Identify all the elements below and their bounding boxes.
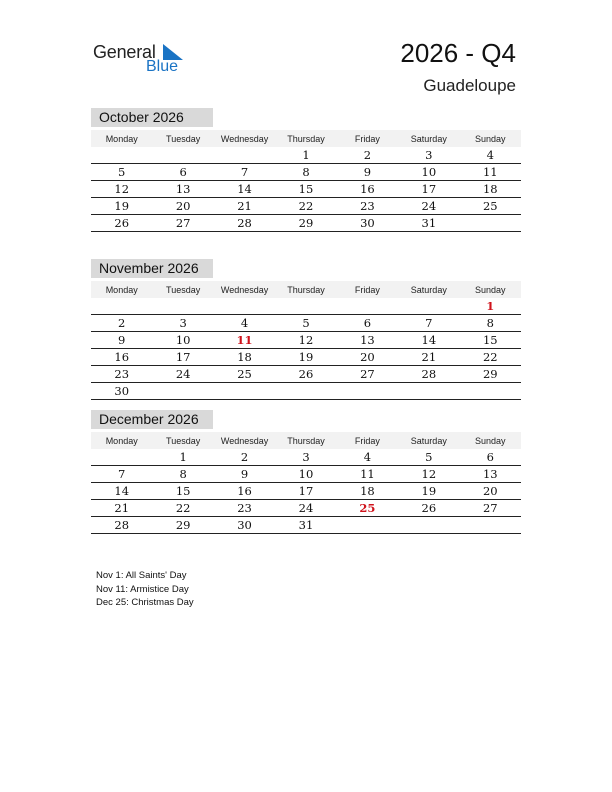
day-cell: 28 [214,215,275,232]
day-cell [152,298,213,315]
day-cell: 21 [91,500,152,517]
day-cell: 22 [275,198,336,215]
day-cell: 21 [214,198,275,215]
day-cell [337,517,398,534]
day-cell: 25 [214,366,275,383]
day-cell [398,383,459,400]
day-cell: 7 [398,315,459,332]
day-cell: 12 [91,181,152,198]
week-row [91,181,521,198]
week-row [91,147,521,164]
day-cell: 13 [152,181,213,198]
day-cell: 1 [275,147,336,164]
day-cell: 5 [398,449,459,466]
day-cell: 17 [398,181,459,198]
week-row [91,349,521,366]
day-cell: 2 [214,449,275,466]
day-cell: 16 [214,483,275,500]
region-name: Guadeloupe [423,76,516,95]
day-cell: 15 [152,483,213,500]
week-row [91,449,521,466]
month-label: November 2026 [91,259,213,278]
day-cell: 29 [275,215,336,232]
day-cell: 20 [152,198,213,215]
day-cell [337,298,398,315]
day-cell [152,147,213,164]
week-row [91,198,521,215]
day-cell: 15 [460,332,521,349]
month-december [91,410,521,534]
day-cell: 4 [460,147,521,164]
day-cell: 2 [91,315,152,332]
day-cell: 22 [460,349,521,366]
day-cell [460,215,521,232]
week-row [91,315,521,332]
day-cell: 8 [152,466,213,483]
day-cell: 17 [152,349,213,366]
week-row [91,332,521,349]
day-header: Friday [337,432,398,449]
month-grid [91,130,521,232]
day-cell: 9 [91,332,152,349]
day-header: Saturday [398,130,459,147]
month-label: October 2026 [91,108,213,127]
day-header: Saturday [398,281,459,298]
day-cell: 28 [91,517,152,534]
day-cell: 30 [214,517,275,534]
day-cell: 20 [460,483,521,500]
day-cell: 14 [398,332,459,349]
day-cell: 2 [337,147,398,164]
page-title: 2026 - Q4 [400,38,516,68]
day-header: Friday [337,130,398,147]
day-header: Wednesday [214,130,275,147]
day-cell: 12 [275,332,336,349]
day-cell: 11 [337,466,398,483]
day-header: Monday [91,130,152,147]
day-header: Friday [337,281,398,298]
day-cell: 18 [337,483,398,500]
day-cell: 1 [460,298,521,315]
day-cell: 3 [152,315,213,332]
day-cell: 12 [398,466,459,483]
day-cell [398,517,459,534]
day-cell: 24 [275,500,336,517]
day-cell: 27 [152,215,213,232]
day-cell [398,298,459,315]
week-row [91,483,521,500]
week-row [91,164,521,181]
day-cell: 10 [275,466,336,483]
day-header: Thursday [275,432,336,449]
week-row [91,298,521,315]
day-cell: 14 [91,483,152,500]
holiday-note: Dec 25: Christmas Day [96,597,194,609]
day-cell: 23 [91,366,152,383]
day-cell: 6 [460,449,521,466]
day-cell: 27 [460,500,521,517]
day-cell: 30 [337,215,398,232]
day-cell: 5 [91,164,152,181]
day-cell: 29 [152,517,213,534]
logo-word-general: General [93,42,156,62]
day-cell [91,298,152,315]
week-row [91,383,521,400]
day-cell: 31 [398,215,459,232]
day-cell: 6 [337,315,398,332]
day-header: Sunday [460,281,521,298]
day-cell [275,298,336,315]
month-grid [91,281,521,400]
day-header: Wednesday [214,281,275,298]
day-cell [91,147,152,164]
day-cell: 29 [460,366,521,383]
day-cell: 9 [337,164,398,181]
logo-word-blue: Blue [146,58,179,75]
day-header: Tuesday [152,130,213,147]
day-cell: 5 [275,315,336,332]
day-cell [91,449,152,466]
day-cell: 18 [214,349,275,366]
month-october [91,108,521,232]
day-header: Tuesday [152,281,213,298]
week-row [91,366,521,383]
day-cell [214,147,275,164]
day-cell: 20 [337,349,398,366]
day-cell [214,298,275,315]
holiday-note: Nov 11: Armistice Day [96,583,189,595]
day-cell: 17 [275,483,336,500]
day-cell: 26 [91,215,152,232]
day-header: Wednesday [214,432,275,449]
day-cell: 31 [275,517,336,534]
day-cell: 25 [337,500,398,517]
day-cell: 8 [275,164,336,181]
day-cell: 19 [275,349,336,366]
month-grid [91,432,521,534]
day-header: Tuesday [152,432,213,449]
day-cell: 6 [152,164,213,181]
day-cell [337,383,398,400]
day-cell: 30 [91,383,152,400]
day-cell: 9 [214,466,275,483]
day-cell: 23 [214,500,275,517]
day-cell: 7 [214,164,275,181]
day-cell: 11 [214,332,275,349]
day-cell [460,517,521,534]
holiday-notes [96,569,194,610]
holiday-note: Nov 1: All Saints' Day [96,570,187,581]
day-header: Monday [91,281,152,298]
week-row [91,517,521,534]
day-cell: 13 [337,332,398,349]
day-cell: 23 [337,198,398,215]
day-cell: 27 [337,366,398,383]
day-header: Sunday [460,130,521,147]
month-november [91,259,521,400]
day-cell: 3 [275,449,336,466]
day-cell: 13 [460,466,521,483]
week-row [91,215,521,232]
day-cell: 10 [398,164,459,181]
day-cell: 21 [398,349,459,366]
day-cell: 15 [275,181,336,198]
day-cell [275,383,336,400]
day-cell: 1 [152,449,213,466]
day-cell: 3 [398,147,459,164]
day-cell: 24 [152,366,213,383]
day-cell: 11 [460,164,521,181]
month-label: December 2026 [91,410,213,429]
day-header: Thursday [275,130,336,147]
day-header: Saturday [398,432,459,449]
day-header: Thursday [275,281,336,298]
day-cell: 28 [398,366,459,383]
day-cell: 14 [214,181,275,198]
logo [93,40,193,80]
day-cell [214,383,275,400]
day-cell: 16 [91,349,152,366]
day-cell: 18 [460,181,521,198]
day-cell: 7 [91,466,152,483]
day-cell: 24 [398,198,459,215]
day-cell [460,383,521,400]
week-row [91,500,521,517]
day-cell: 4 [337,449,398,466]
day-cell: 16 [337,181,398,198]
day-cell: 26 [275,366,336,383]
week-row [91,466,521,483]
day-cell: 10 [152,332,213,349]
day-cell: 25 [460,198,521,215]
day-header: Sunday [460,432,521,449]
day-header: Monday [91,432,152,449]
day-cell [152,383,213,400]
day-cell: 8 [460,315,521,332]
day-cell: 4 [214,315,275,332]
day-cell: 22 [152,500,213,517]
day-cell: 19 [398,483,459,500]
day-cell: 26 [398,500,459,517]
day-cell: 19 [91,198,152,215]
